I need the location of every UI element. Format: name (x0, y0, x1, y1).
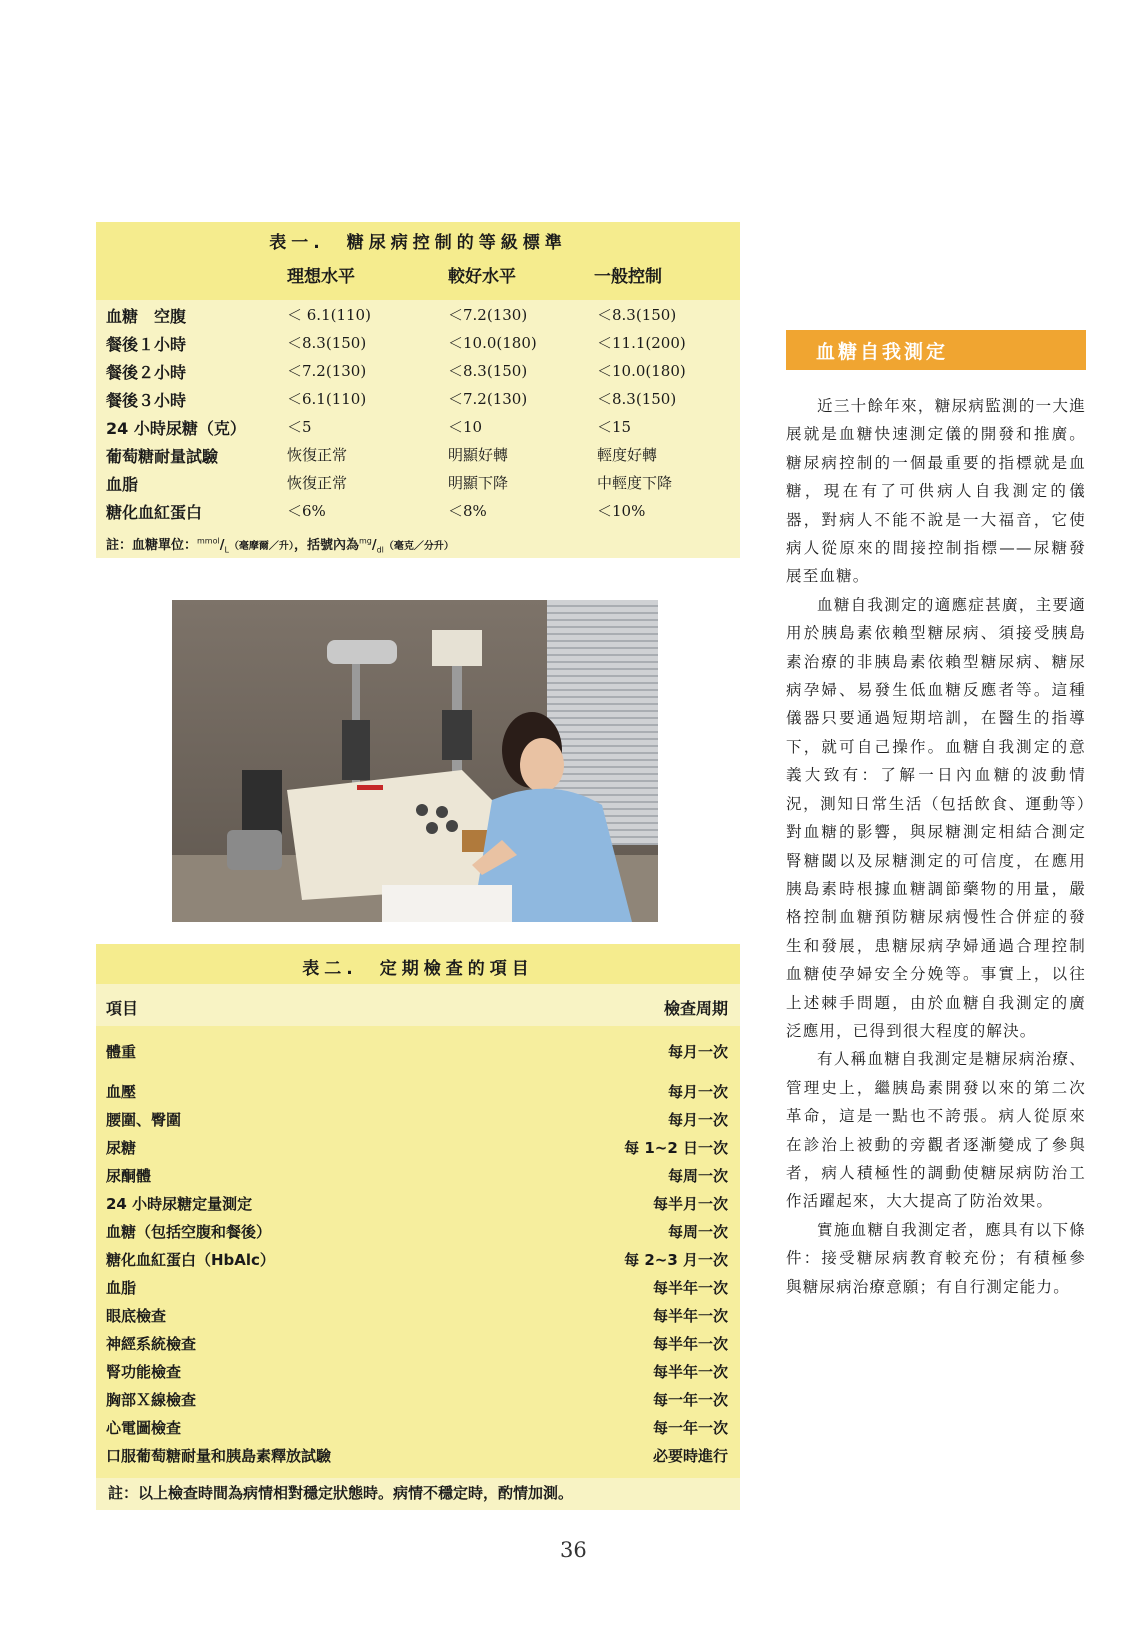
row-label: 葡萄糖耐量試驗 (106, 447, 219, 466)
check-frequency: 每半年一次 (652, 1279, 728, 1297)
table-2-col-item: 項目 (106, 999, 139, 1018)
table-row (96, 412, 740, 440)
cell-ideal: 恢復正常 (287, 474, 348, 492)
cell-ideal: ＜6% (287, 502, 326, 520)
paragraph: 近三十餘年來，糖尿病監測的一大進展就是血糖快速測定儀的開發和推廣。糖尿病控制的一個最重要的指標就是血糖，現在有了可供病人自我測定的儀器，對病人不能不說是一大福音，它使病人從原來的間接控制指標——尿糖發展至血糖。 (786, 397, 1086, 586)
row-label: 餐後１小時 (106, 335, 187, 354)
table-row (96, 1386, 740, 1412)
section-title: 血糖自我測定 (816, 341, 949, 363)
unit-l: L (224, 545, 229, 555)
check-frequency: 每 1~2 日一次 (624, 1139, 728, 1157)
row-label: 24 小時尿糖（克） (106, 419, 246, 438)
cell-good: ＜7.2(130) (448, 306, 528, 324)
table-row (96, 1134, 740, 1160)
table-2-periodic-checks (96, 944, 740, 1510)
article-body (786, 392, 1086, 1301)
cell-good: ＜10 (448, 418, 483, 436)
table-row (96, 1330, 740, 1356)
cell-ideal: ＜7.2(130) (287, 362, 367, 380)
check-frequency: 每月一次 (667, 1111, 728, 1129)
unit-mg: mg (358, 536, 372, 546)
page-number: 36 (560, 1538, 587, 1562)
table-2-title: 表二. 定期檢查的項目 (302, 959, 534, 979)
row-label: 餐後３小時 (106, 391, 187, 410)
cell-general: 中輕度下降 (597, 474, 673, 492)
paragraph: 血糖自我測定的適應症甚廣，主要適用於胰島素依賴型糖尿病、須接受胰島素治療的非胰島素依賴型糖尿病、糖尿病孕婦、易發生低血糖反應者等。這種儀器只要通過短期培訓，在醫生的指導下，就可自己操作。血糖自我測定的意義大致有：了解一日內血糖的波動情況，測知日常生活（包括飲食、運動等）對血糖的影響，與尿糖測定相結合測定腎糖閾以及尿糖測定的可信度，在應用胰島素時根據血糖調節藥物的用量，嚴格控制血糖預防糖尿病慢性合併症的發生和發展，患糖尿病孕婦通過合理控制血糖使孕婦安全分娩等。事實上，以往上述棘手問題，由於血糖自我測定的廣泛應用，已得到很大程度的解決。 (786, 595, 1086, 1040)
table-row (96, 1302, 740, 1328)
unit-dl: dl (376, 545, 384, 555)
table-row (96, 1078, 740, 1104)
table-row (96, 384, 740, 412)
cell-general: 輕度好轉 (597, 446, 658, 464)
cell-good: 明顯好轉 (448, 446, 509, 464)
table-row (96, 1038, 740, 1064)
check-item: 血壓 (106, 1083, 137, 1101)
check-item: 腎功能檢查 (106, 1363, 182, 1381)
cell-general: ＜15 (597, 418, 632, 436)
check-item: 心電圖檢查 (106, 1419, 182, 1437)
table-row (96, 468, 740, 496)
check-item: 口服葡萄糖耐量和胰島素釋放試驗 (106, 1447, 332, 1465)
unit-mmol: mmol (197, 536, 220, 546)
check-frequency: 必要時進行 (652, 1447, 728, 1465)
table-row (96, 1274, 740, 1300)
check-item: 24 小時尿糖定量測定 (106, 1195, 253, 1213)
row-label: 餐後２小時 (106, 363, 187, 382)
table-row (96, 1246, 740, 1272)
cell-ideal: 恢復正常 (287, 446, 348, 464)
check-item: 尿酮體 (106, 1167, 152, 1185)
check-frequency: 每半年一次 (652, 1363, 728, 1381)
check-frequency: 每月一次 (667, 1083, 728, 1101)
table-1-note: 註：血糖單位：$^{mmol}/_L$（毫摩爾／升），括號內為$^{mg}/_{dl}$（毫克／分升） (106, 536, 454, 555)
check-frequency: 每周一次 (667, 1167, 728, 1185)
note-prefix: 註：血糖單位： (106, 538, 198, 553)
cell-general: ＜8.3(150) (597, 306, 677, 324)
table-2-col-period: 檢查周期 (663, 999, 728, 1018)
table-1-title: 表一. 糖尿病控制的等級標準 (269, 233, 567, 253)
photo-nurse-lab-analyzer (172, 600, 658, 922)
table-row (96, 1358, 740, 1384)
check-item: 血糖（包括空腹和餐後） (106, 1223, 272, 1241)
row-label: 血糖 空腹 (106, 307, 187, 326)
table-row (96, 440, 740, 468)
check-frequency: 每周一次 (667, 1223, 728, 1241)
check-frequency: 每月一次 (667, 1043, 728, 1061)
note-middle: ，括號內為 (293, 538, 359, 553)
check-item: 尿糖 (106, 1139, 137, 1157)
section-header-banner (786, 330, 1086, 370)
check-frequency: 每一年一次 (652, 1419, 728, 1437)
table-row (96, 1106, 740, 1132)
cell-general: ＜11.1(200) (597, 334, 686, 352)
check-item: 血脂 (106, 1279, 137, 1297)
check-item: 糖化血紅蛋白（HbAlc） (106, 1251, 275, 1269)
cell-general: ＜10% (597, 502, 646, 520)
row-label: 血脂 (106, 475, 139, 494)
table-row (96, 1218, 740, 1244)
cell-good: ＜8.3(150) (448, 362, 528, 380)
cell-good: 明顯下降 (448, 474, 509, 492)
table-row (96, 356, 740, 384)
lab-photo-illustration (172, 600, 658, 922)
table-row (96, 1162, 740, 1188)
table-2-note: 註：以上檢查時間為病情相對穩定狀態時。病情不穩定時，酌情加測。 (108, 1484, 574, 1502)
cell-ideal: ＜ 6.1(110) (287, 306, 371, 324)
table-row (96, 300, 740, 328)
row-label: 糖化血紅蛋白 (106, 503, 203, 522)
check-item: 腰圍、臀圍 (106, 1111, 182, 1129)
cell-ideal: ＜8.3(150) (287, 334, 367, 352)
check-frequency: 每一年一次 (652, 1391, 728, 1409)
cell-good: ＜8% (448, 502, 487, 520)
cell-good: ＜10.0(180) (448, 334, 537, 352)
unit-name-2: （毫克／分升） (383, 541, 454, 552)
unit-name-1: （毫摩爾／升） (228, 541, 294, 552)
cell-ideal: ＜5 (287, 418, 312, 436)
table-row (96, 328, 740, 356)
table-row (96, 1442, 740, 1468)
table-1-col-good: 較好水平 (448, 267, 516, 287)
cell-general: ＜8.3(150) (597, 390, 677, 408)
table-1-col-ideal: 理想水平 (287, 267, 355, 287)
table-1-col-general: 一般控制 (594, 267, 662, 287)
check-frequency: 每半年一次 (652, 1335, 728, 1353)
check-frequency: 每半月一次 (652, 1195, 728, 1213)
table-1-control-standards (96, 222, 740, 558)
table-row (96, 496, 740, 524)
cell-general: ＜10.0(180) (597, 362, 686, 380)
table-row (96, 1414, 740, 1440)
paragraph: 實施血糖自我測定者，應具有以下條件：接受糖尿病教育較充份；有積極參與糖尿病治療意願；有自行測定能力。 (786, 1220, 1086, 1296)
check-frequency: 每 2~3 月一次 (624, 1251, 728, 1269)
table-row (96, 1190, 740, 1216)
check-item: 胸部Ｘ線檢查 (106, 1391, 197, 1409)
cell-ideal: ＜6.1(110) (287, 390, 367, 408)
check-item: 體重 (106, 1043, 137, 1061)
paragraph: 有人稱血糖自我測定是糖尿病治療、管理史上，繼胰島素開發以來的第二次革命，這是一點也不誇張。病人從原來在診治上被動的旁觀者逐漸變成了參與者，病人積極性的調動使糖尿病防治工作活躍起來，大大提高了防治效果。 (786, 1050, 1086, 1211)
cell-good: ＜7.2(130) (448, 390, 528, 408)
check-item: 眼底檢查 (106, 1307, 167, 1325)
check-frequency: 每半年一次 (652, 1307, 728, 1325)
check-item: 神經系統檢查 (106, 1335, 197, 1353)
